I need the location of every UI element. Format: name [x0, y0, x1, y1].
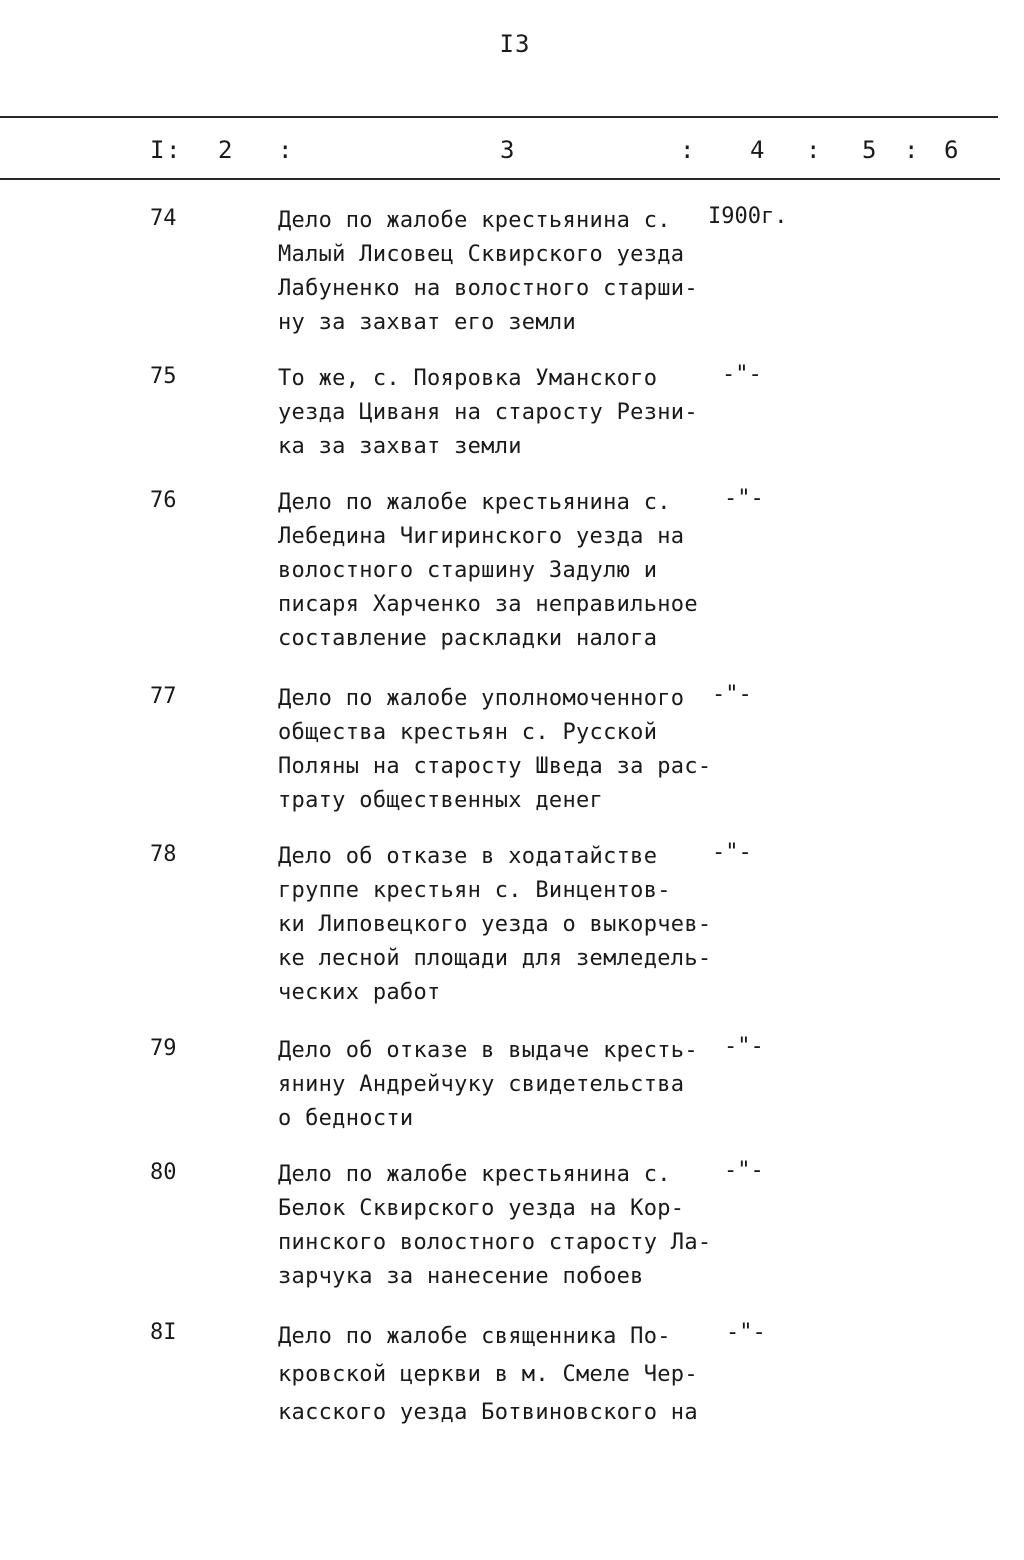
entry-description [278, 204, 718, 340]
entry-text-line: ну за захват его земли [278, 310, 576, 335]
header-col-4: 4 [750, 136, 765, 164]
entry-description [278, 1034, 718, 1136]
entry-text-line: То же, с. Пояровка Уманского [278, 366, 658, 391]
entry-text-line: Лабуненко на волостного старши- [278, 276, 698, 301]
entry-text-line: общества крестьян с. Русской [278, 720, 658, 745]
entry-number: 76 [150, 488, 177, 513]
entry-date: I900г. [708, 204, 788, 229]
header-col-6: 6 [944, 136, 959, 164]
entry-text-line: Белок Сквирского уезда на Кор- [278, 1196, 685, 1221]
entry-text-line: писаря Харченко за неправильное [278, 592, 698, 617]
entry-text-line: зарчука за нанесение побоев [278, 1264, 644, 1289]
entry-date: -"- [724, 1158, 764, 1183]
entry-text-line: Дело об отказе в выдаче кресть- [278, 1038, 698, 1063]
entry-date: -"- [724, 1034, 764, 1059]
entry-text-line: Дело по жалобе крестьянина с. [278, 1162, 671, 1187]
header-separator: : [904, 136, 919, 164]
entry-text-line: Поляны на старосту Шведа за рас- [278, 754, 712, 779]
header-col-1: I [150, 136, 165, 164]
entry-number: 74 [150, 206, 177, 231]
entry-number: 79 [150, 1036, 177, 1061]
page-number: I3 [499, 30, 531, 58]
entry-date: -"- [722, 362, 762, 387]
entry-text-line: Дело по жалобе крестьянина с. [278, 490, 671, 515]
entry-text-line: волостного старшину Задулю и [278, 558, 658, 583]
entry-text-line: трату общественных денег [278, 788, 604, 813]
entry-date: -"- [726, 1320, 766, 1345]
entry-description [278, 486, 718, 656]
header-separator: : [278, 136, 293, 164]
entry-text-line: Дело по жалобе крестьянина с. [278, 208, 671, 233]
header-separator: : [166, 136, 181, 164]
entry-description [278, 840, 718, 1010]
entry-text-line: кровской церкви в м. Смеле Чер- [278, 1362, 698, 1387]
entry-text-line: ка за захват земли [278, 434, 522, 459]
header-col-2: 2 [218, 136, 233, 164]
entry-text-line: группе крестьян с. Винцентов- [278, 878, 671, 903]
entry-text-line: ке лесной площади для земледель- [278, 946, 712, 971]
entry-description [278, 362, 718, 464]
entry-number: 8I [150, 1320, 177, 1345]
entry-text-line: Дело по жалобе уполномоченного [278, 686, 685, 711]
entry-text-line: янину Андрейчуку свидетельства [278, 1072, 685, 1097]
entry-number: 77 [150, 684, 177, 709]
header-col-5: 5 [862, 136, 877, 164]
entry-text-line: Дело по жалобе священника По- [278, 1324, 671, 1349]
entry-description [278, 682, 718, 818]
entry-date: -"- [712, 682, 752, 707]
entry-number: 80 [150, 1160, 177, 1185]
entry-text-line: пинского волостного старосту Ла- [278, 1230, 712, 1255]
entry-text-line: ческих работ [278, 980, 441, 1005]
entry-text-line: касского уезда Ботвиновского на [278, 1400, 698, 1425]
entry-date: -"- [724, 486, 764, 511]
entry-number: 75 [150, 364, 177, 389]
entry-text-line: Дело об отказе в ходатайстве [278, 844, 658, 869]
entry-text-line: ки Липовецкого уезда о выкорчев- [278, 912, 712, 937]
entry-text-line: Малый Лисовец Сквирского уезда [278, 242, 685, 267]
entry-description [278, 1158, 718, 1294]
header-bottom-rule [0, 178, 1000, 180]
entry-text-line: уезда Циваня на старосту Резни- [278, 400, 698, 425]
entry-text-line: о бедности [278, 1106, 414, 1131]
header-col-3: 3 [500, 136, 515, 164]
entry-text-line: составление раскладки налога [278, 626, 658, 651]
header-top-rule [0, 116, 998, 118]
entry-text-line: Лебедина Чигиринского уезда на [278, 524, 685, 549]
header-separator: : [806, 136, 821, 164]
header-separator: : [680, 136, 695, 164]
entry-description [278, 1318, 718, 1432]
entry-date: -"- [712, 840, 752, 865]
entry-number: 78 [150, 842, 177, 867]
